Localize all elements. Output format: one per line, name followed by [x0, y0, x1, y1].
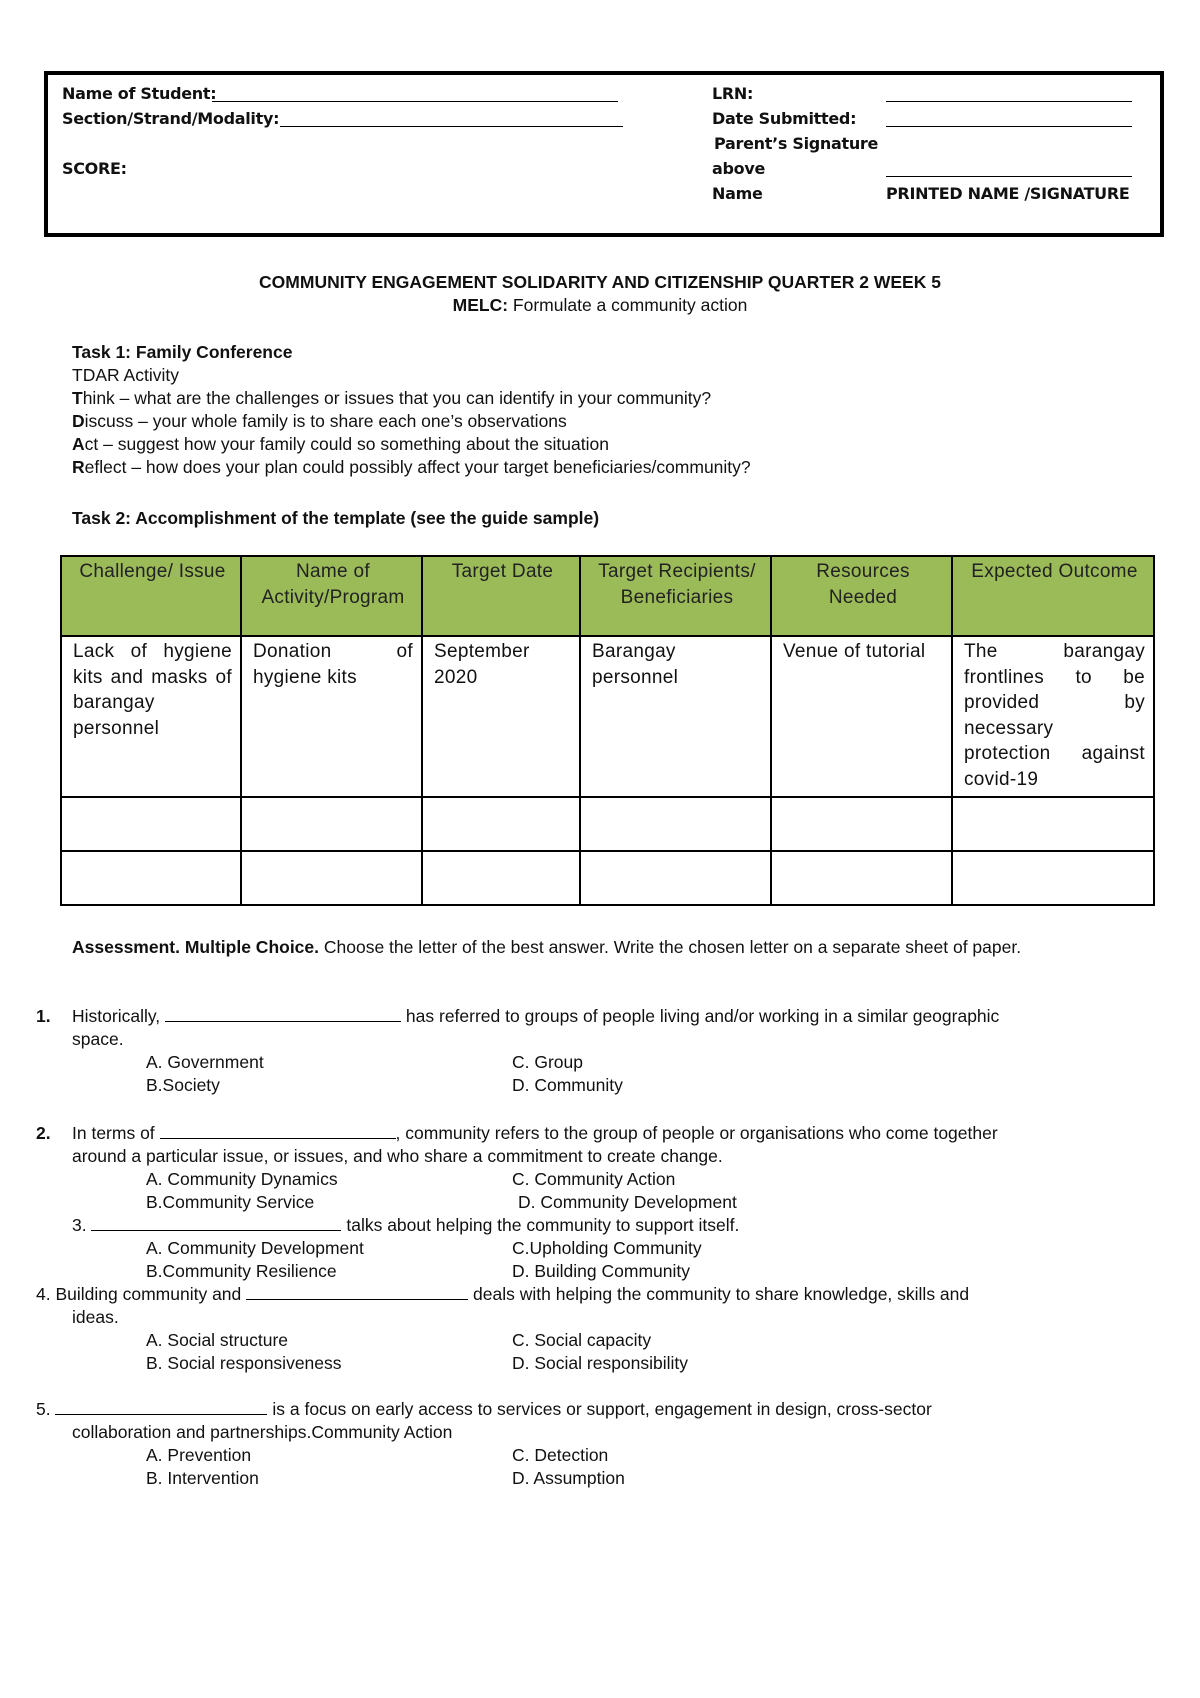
q4-option-b[interactable]: B. Social responsiveness	[146, 1353, 342, 1373]
q5-option-b[interactable]: B. Intervention	[146, 1468, 259, 1488]
q4-before: Building community and	[55, 1284, 242, 1304]
q2-after: , community refers to the group of people or organisations who come together	[395, 1123, 998, 1143]
cell-recipients: Barangay personnel	[580, 636, 771, 797]
date-submitted-label: Date Submitted:	[712, 109, 857, 128]
empty-cell[interactable]	[422, 851, 580, 905]
q2-option-b[interactable]: B.Community Service	[146, 1192, 315, 1212]
empty-cell[interactable]	[241, 851, 422, 905]
header-expected-outcome: Expected Outcome	[952, 556, 1154, 636]
q1-option-d[interactable]: D. Community	[512, 1075, 623, 1095]
header-resources-needed: Resources Needed	[771, 556, 952, 636]
q2-before: In terms of	[72, 1123, 155, 1143]
task1-discuss	[72, 411, 567, 432]
q5-option-a[interactable]: A. Prevention	[146, 1445, 252, 1465]
task1-heading: Task 1: Family Conference	[72, 342, 293, 362]
q1-option-a[interactable]: A. Government	[146, 1052, 264, 1072]
empty-cell[interactable]	[241, 797, 422, 851]
melc-line	[0, 295, 1200, 316]
community-action-template-table	[60, 555, 1155, 906]
name-of-student-label: Name of Student:	[62, 84, 217, 103]
name-of-student-line[interactable]	[212, 101, 618, 102]
reflect-text: eflect – how does your plan could possibly affect your target beneficiaries/community?	[84, 457, 751, 477]
task1-reflect	[72, 457, 751, 478]
q4-answer-blank[interactable]	[246, 1285, 468, 1300]
q1-option-b[interactable]: B.Society	[146, 1075, 220, 1095]
q2-option-a[interactable]: A. Community Dynamics	[146, 1169, 338, 1189]
discuss-text: iscuss – your whole family is to share each one’s observations	[84, 411, 567, 431]
q5-answer-blank[interactable]	[55, 1400, 267, 1415]
empty-cell[interactable]	[771, 797, 952, 851]
assessment-label: Assessment. Multiple Choice.	[72, 937, 320, 957]
empty-cell[interactable]	[580, 797, 771, 851]
parent-signature-label-1: Parent’s Signature	[714, 134, 879, 153]
empty-cell[interactable]	[422, 797, 580, 851]
q3-after: talks about helping the community to support itself.	[346, 1215, 740, 1235]
think-text: hink – what are the challenges or issues that you can identify in your community?	[82, 388, 712, 408]
q4-option-c[interactable]: C. Social capacity	[512, 1330, 652, 1350]
q4-number: 4.	[36, 1284, 51, 1304]
q1-answer-blank[interactable]	[165, 1007, 401, 1022]
reflect-initial: R	[72, 457, 85, 477]
q3-option-c[interactable]: C.Upholding Community	[512, 1238, 702, 1258]
question-1-cont: space.	[72, 1029, 124, 1049]
question-4-cont: ideas.	[72, 1307, 119, 1327]
score-label: SCORE:	[62, 159, 127, 178]
q2-answer-blank[interactable]	[160, 1124, 396, 1139]
cell-target-date: September 2020	[422, 636, 580, 797]
page-title: COMMUNITY ENGAGEMENT SOLIDARITY AND CITIZENSHIP QUARTER 2 WEEK 5	[259, 272, 941, 292]
assessment-instructions-text: Choose the letter of the best answer. Write the chosen letter on a separate sheet of paper.	[319, 937, 1022, 957]
q4-after: deals with helping the community to share knowledge, skills and	[473, 1284, 970, 1304]
parent-signature-label-2: above	[712, 159, 766, 178]
header-challenge-issue: Challenge/ Issue	[61, 556, 241, 636]
section-label: Section/Strand/Modality:	[62, 109, 280, 128]
header-target-recipients: Target Recipients/ Beneficiaries	[580, 556, 771, 636]
question-5-text	[36, 1399, 932, 1420]
table-row	[61, 636, 1154, 797]
section-line[interactable]	[280, 126, 623, 127]
empty-cell[interactable]	[771, 851, 952, 905]
header-target-date: Target Date	[422, 556, 580, 636]
act-initial: A	[72, 434, 85, 454]
q1-option-c[interactable]: C. Group	[512, 1052, 583, 1072]
date-submitted-line[interactable]	[886, 126, 1132, 127]
melc-text: Formulate a community action	[508, 295, 748, 315]
table-row-empty	[61, 797, 1154, 851]
cell-resources: Venue of tutorial	[771, 636, 952, 797]
question-2-number: 2.	[36, 1123, 51, 1143]
q3-option-d[interactable]: D. Building Community	[512, 1261, 690, 1281]
empty-cell[interactable]	[61, 797, 241, 851]
question-2-text	[72, 1123, 998, 1144]
melc-label: MELC:	[452, 295, 509, 315]
question-1-number: 1.	[36, 1006, 51, 1026]
question-3-text	[72, 1215, 739, 1236]
q2-option-c[interactable]: C. Community Action	[512, 1169, 676, 1189]
task1-act	[72, 434, 609, 455]
cell-activity: Donation of hygiene kits	[241, 636, 422, 797]
think-initial: T	[72, 388, 83, 408]
q1-after: has referred to groups of people living and/or working in a similar geographic	[405, 1006, 1000, 1026]
parent-signature-line[interactable]	[886, 176, 1132, 177]
question-2-cont: around a particular issue, or issues, and who share a commitment to create change.	[72, 1146, 723, 1166]
q5-option-d[interactable]: D. Assumption	[512, 1468, 625, 1488]
question-5-cont: collaboration and partnerships.Community Action	[72, 1422, 453, 1442]
q3-option-b[interactable]: B.Community Resilience	[146, 1261, 337, 1281]
q3-number: 3.	[72, 1215, 87, 1235]
table-header-row	[61, 556, 1154, 636]
q3-option-a[interactable]: A. Community Development	[146, 1238, 364, 1258]
parent-signature-label-3: Name	[712, 184, 763, 203]
q2-option-d[interactable]: D. Community Development	[518, 1192, 737, 1212]
lrn-line[interactable]	[886, 101, 1132, 102]
empty-cell[interactable]	[952, 851, 1154, 905]
cell-challenge: Lack of hygiene kits and masks of barangay personnel	[61, 636, 241, 797]
cell-outcome: The barangay frontlines to be provided by necessary protection against covid-19	[952, 636, 1154, 797]
empty-cell[interactable]	[61, 851, 241, 905]
act-text: ct – suggest how your family could so something about the situation	[84, 434, 609, 454]
empty-cell[interactable]	[952, 797, 1154, 851]
q4-option-d[interactable]: D. Social responsibility	[512, 1353, 689, 1373]
question-4-text	[36, 1284, 969, 1305]
table-row-empty	[61, 851, 1154, 905]
discuss-initial: D	[72, 411, 85, 431]
q1-before: Historically,	[72, 1006, 161, 1026]
q3-answer-blank[interactable]	[91, 1216, 341, 1231]
q5-after: is a focus on early access to services or support, engagement in design, cross-sector	[272, 1399, 932, 1419]
question-1-text	[72, 1006, 999, 1027]
task1-subheading: TDAR Activity	[72, 365, 179, 385]
q5-number: 5.	[36, 1399, 51, 1419]
header-name-of-activity: Name of Activity/Program	[241, 556, 422, 636]
task2-heading: Task 2: Accomplishment of the template (see the guide sample)	[72, 508, 600, 528]
q5-option-c[interactable]: C. Detection	[512, 1445, 609, 1465]
lrn-label: LRN:	[712, 84, 754, 103]
q4-option-a[interactable]: A. Social structure	[146, 1330, 288, 1350]
assessment-instructions	[72, 936, 1136, 959]
printed-name-signature-label: PRINTED NAME /SIGNATURE	[886, 184, 1130, 203]
empty-cell[interactable]	[580, 851, 771, 905]
task1-think	[72, 388, 711, 409]
